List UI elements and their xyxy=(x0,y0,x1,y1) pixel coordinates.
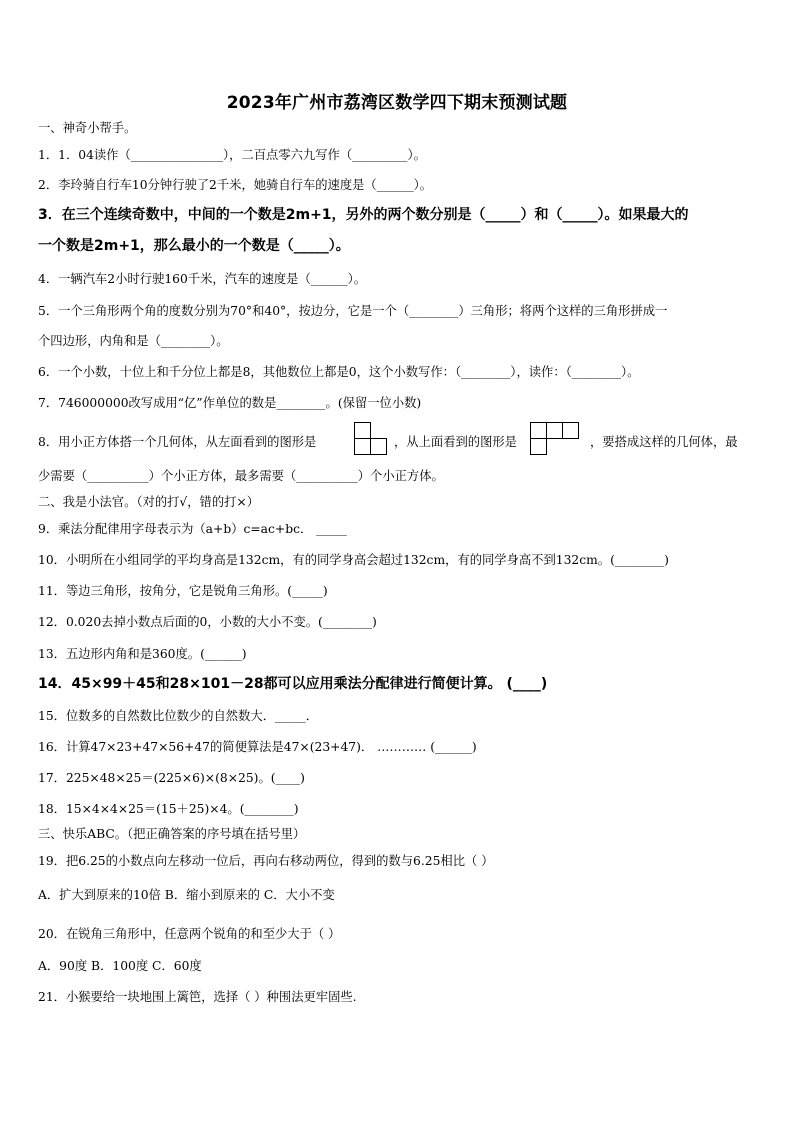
question-12: 12．0.020去掉小数点后面的0，小数的大小不变。(________) xyxy=(38,615,377,629)
question-20-options: A．90度 B．100度 C．60度 xyxy=(38,959,202,973)
question-1: 1．1．04读作（_______________），二百点零六九写作（_________）。 xyxy=(38,148,426,162)
left-view-cell xyxy=(354,438,371,455)
question-11: 11．等边三角形，按角分，它是锐角三角形。(_____) xyxy=(38,584,328,598)
section-heading-1: 一、神奇小帮手。 xyxy=(38,121,137,135)
question-14: 14．45×99＋45和28×101－28都可以应用乘法分配律进行简便计算。 (____) xyxy=(38,676,548,692)
question-3-line-2: 一个数是2m+1，那么最小的一个数是（_____）。 xyxy=(38,238,350,254)
question-7: 7．746000000改写成用“亿”作单位的数是________。(保留一位小数) xyxy=(38,396,422,410)
left-view-cell xyxy=(354,422,371,439)
question-5-line-2: 个四边形，内角和是（________）。 xyxy=(38,334,229,348)
question-9: 9．乘法分配律用字母表示为（a+b）c=ac+bc． _____ xyxy=(38,522,347,536)
top-view-cell xyxy=(546,422,563,439)
question-2: 2．李玲骑自行车10分钟行驶了2千米，她骑自行车的速度是（______）。 xyxy=(38,178,433,192)
question-8-text-b: ，从上面看到的图形是 xyxy=(394,435,517,449)
section-heading-3: 三、快乐ABC。（把正确答案的序号填在括号里） xyxy=(38,827,306,841)
question-8-line-1 xyxy=(38,422,768,462)
top-view-cell xyxy=(562,422,579,439)
top-view-figure xyxy=(530,422,584,458)
question-20: 20．在锐角三角形中，任意两个锐角的和至少大于（ ） xyxy=(38,927,341,941)
top-view-cell xyxy=(530,438,547,455)
question-15: 15．位数多的自然数比位数少的自然数大．_____． xyxy=(38,709,319,723)
question-10: 10．小明所在小组同学的平均身高是132cm，有的同学身高会超过132cm，有的同学身高不到132cm。(________) xyxy=(38,553,669,567)
page-title: 2023年广州市荔湾区数学四下期末预测试题 xyxy=(226,93,568,113)
question-4: 4．一辆汽车2小时行驶160千米，汽车的速度是（______）。 xyxy=(38,272,367,286)
left-view-cell xyxy=(370,438,387,455)
question-18: 18．15×4×4×25＝(15＋25)×4。(________) xyxy=(38,802,299,816)
question-19: 19．把6.25的小数点向左移动一位后，再向右移动两位，得到的数与6.25相比（ ） xyxy=(38,854,494,868)
question-17: 17．225×48×25＝(225×6)×(8×25)。(____) xyxy=(38,771,305,785)
question-19-options: A．扩大到原来的10倍 B．缩小到原来的 C．大小不变 xyxy=(38,888,335,902)
question-5-line-1: 5．一个三角形两个角的度数分别为70°和40°，按边分，它是一个（________）三角形；将两个这样的三角形拼成一 xyxy=(38,304,668,318)
question-21: 21．小猴要给一块地围上篱笆，选择（ ）种围法更牢固些. xyxy=(38,990,357,1004)
left-view-figure xyxy=(354,422,390,458)
question-3-line-1: 3．在三个连续奇数中，中间的一个数是2m+1，另外的两个数分别是（_____）和（_____）。如果最大的 xyxy=(38,207,689,223)
question-13: 13．五边形内角和是360度。(______) xyxy=(38,647,247,661)
question-8-line-2: 少需要（__________）个小正方体，最多需要（__________）个小正方体。 xyxy=(38,469,444,483)
question-8-text-a: 8．用小正方体搭一个几何体，从左面看到的图形是 xyxy=(38,435,317,449)
question-16: 16．计算47×23+47×56+47的简便算法是47×(23+47)． ………… (______) xyxy=(38,740,477,754)
question-8-text-c: ，要搭成这样的几何体，最 xyxy=(590,435,738,449)
section-heading-2: 二、我是小法官。（对的打√，错的打×） xyxy=(38,495,260,509)
top-view-cell xyxy=(530,422,547,439)
question-6: 6．一个小数，十位上和千分位上都是8，其他数位上都是0，这个小数写作：（________），读作：（________）。 xyxy=(38,365,640,379)
